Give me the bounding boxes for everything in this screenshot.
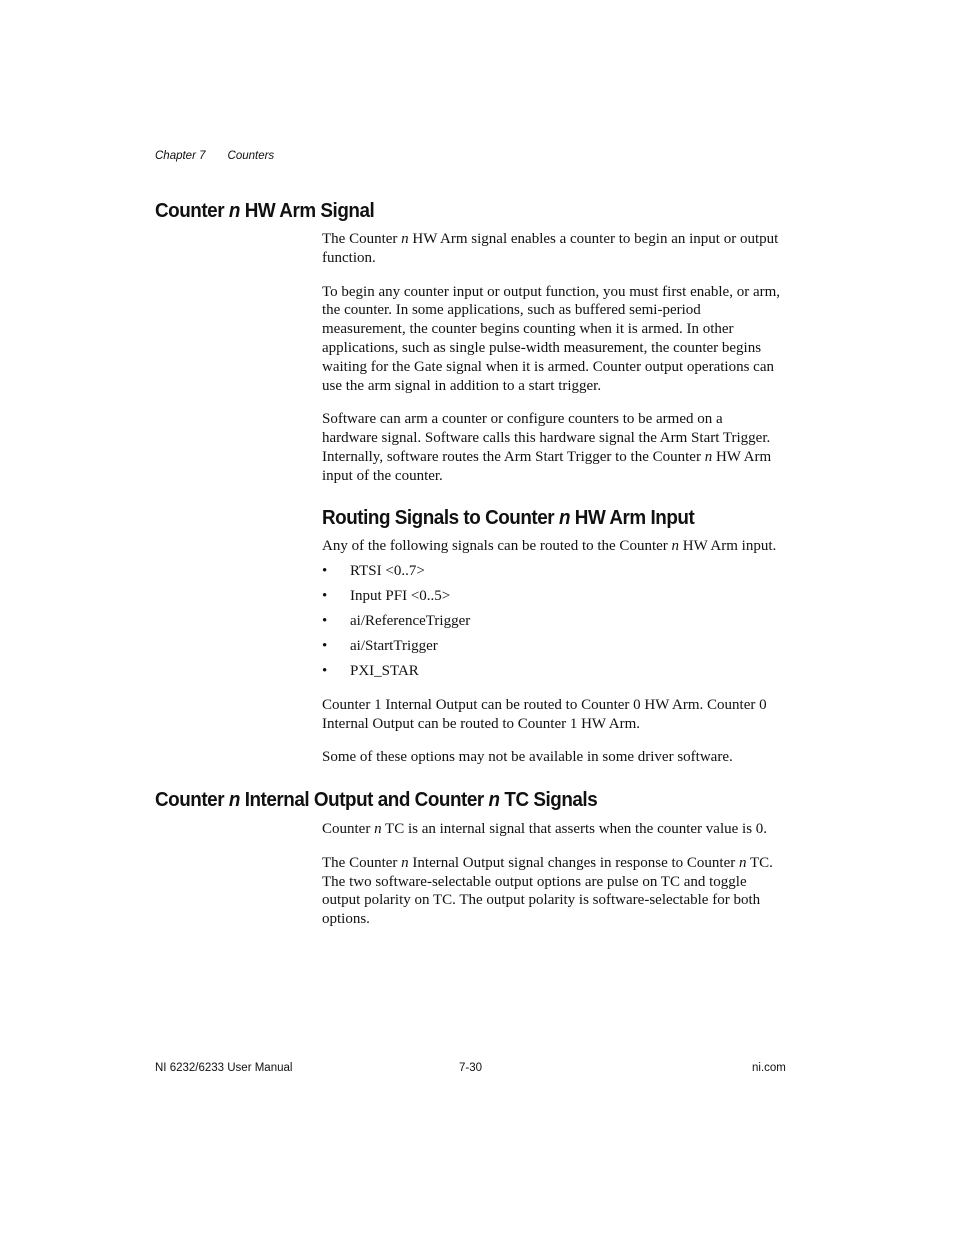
list-item: • ai/ReferenceTrigger [322, 612, 471, 629]
hw-arm-paragraph-1: The Counter n HW Arm signal enables a counter to begin an input or output function. [322, 231, 779, 266]
bullet-icon: • [322, 662, 328, 679]
list-item: • ai/StartTrigger [322, 637, 438, 654]
footer-manual-title: NI 6232/6233 User Manual [155, 1062, 293, 1074]
hw-arm-paragraph-2: To begin any counter input or output function, you must first enable, or arm, the counter. In some applications, such as buffered semi-period measurement, the counter begins counting when it is armed. In other applications, such as single pulse-width measurement, the counter begins waiting for the Gate signal when it is armed. Counter output operations can use the arm signal in addition to a start trigger. [322, 283, 781, 394]
routing-intro: Any of the following signals can be routed to the Counter n HW Arm input. [322, 538, 777, 554]
heading-hw-arm-signal: Counter n HW Arm Signal [155, 199, 375, 222]
heading-routing-signals: Routing Signals to Counter n HW Arm Input [322, 506, 695, 529]
hw-arm-paragraph-3: Software can arm a counter or configure counters to be armed on a hardware signal. Software calls this hardware signal the Arm Start Trigger. Internally, software routes the Arm Start Trigger to the Counter n HW Arm input of the counter. [322, 411, 772, 484]
bullet-icon: • [322, 637, 328, 654]
hw-arm-body [322, 230, 792, 486]
chapter-label: Chapter 7 [155, 150, 206, 162]
list-item: • PXI_STAR [322, 662, 419, 679]
internal-output-paragraph-1: Counter n TC is an internal signal that asserts when the counter value is 0. [322, 821, 768, 837]
internal-output-body [322, 820, 792, 929]
routing-paragraph-internal-output: Counter 1 Internal Output can be routed to Counter 0 HW Arm. Counter 0 Internal Output can be routed to Counter 1 HW Arm. [322, 696, 767, 732]
routing-signal-list [322, 562, 792, 687]
routing-note: Some of these options may not be available in some driver software. [322, 749, 733, 766]
footer-page-number: 7-30 [459, 1062, 483, 1074]
bullet-icon: • [322, 587, 328, 604]
running-head [155, 150, 274, 162]
list-item: • RTSI <0..7> [322, 562, 425, 579]
heading-internal-output-tc: Counter n Internal Output and Counter n TC Signals [155, 788, 598, 811]
bullet-icon: • [322, 562, 328, 579]
bullet-icon: • [322, 612, 328, 629]
chapter-title: Counters [227, 150, 275, 162]
footer-site-link: ni.com [752, 1062, 786, 1074]
list-item: • Input PFI <0..5> [322, 587, 451, 604]
routing-body [322, 537, 792, 767]
internal-output-paragraph-2: The Counter n Internal Output signal changes in response to Counter n TC. The two software-selectable output options are pulse on TC and toggle output polarity on TC. The output polarity is software-selectable for both options. [322, 854, 773, 928]
